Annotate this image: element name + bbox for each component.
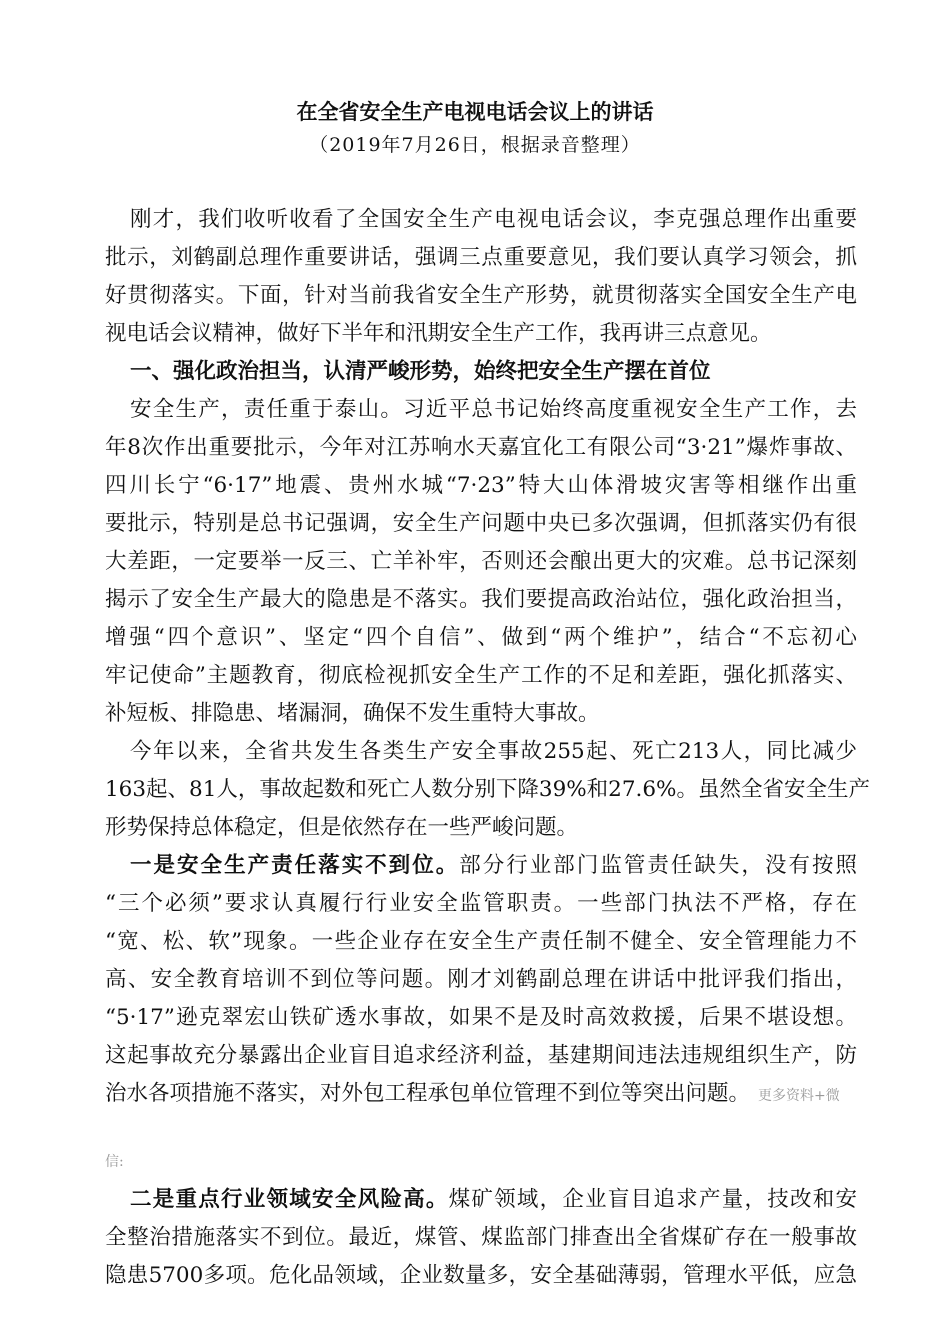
- document-title: 在全省安全生产电视电话会议上的讲话: [296, 99, 654, 124]
- line-text: 年8次作出重要批示，今年对江苏响水天嘉宜化工有限公司“3·21”爆炸事故、: [105, 435, 857, 460]
- text-line: [105, 815, 857, 841]
- line-text: 煤矿领域，企业盲目追求产量，技改和安: [448, 1187, 857, 1212]
- line-text: 四川长宁“6·17”地震、贵州水城“7·23”特大山体滑坡灾害等相继作出重: [105, 473, 857, 498]
- line-text: 隐患5700多项。危化品领域，企业数量多，安全基础薄弱，管理水平低，应急: [105, 1263, 857, 1288]
- watermark-note: 更多资料+微: [758, 1088, 840, 1104]
- line-text: 安全生产，责任重于泰山。习近平总书记始终高度重视安全生产工作，去: [130, 397, 857, 422]
- line-text: “5·17”逊克翠宏山铁矿透水事故，如果不是及时高效救援，后果不堪设想。: [105, 1005, 857, 1030]
- text-line: [105, 587, 857, 613]
- text-line: [130, 853, 857, 879]
- line-text: 好贯彻落实。下面，针对当前我省安全生产形势，就贯彻落实全国安全生产电: [105, 283, 857, 308]
- text-line: [105, 245, 857, 271]
- line-text: 牢记使命”主题教育，彻底检视抓安全生产工作的不足和差距，强化抓落实、: [105, 663, 857, 688]
- text-line: [105, 891, 857, 917]
- line-text: 增强“四个意识”、坚定“四个自信”、做到“两个维护”，结合“不忘初心: [105, 625, 857, 650]
- text-line: [105, 473, 857, 499]
- line-text: “宽、松、软”现象。一些企业存在安全生产责任制不健全、安全管理能力不: [105, 929, 857, 954]
- text-line: [105, 435, 857, 461]
- line-text: 部分行业部门监管责任缺失，没有按照: [459, 853, 857, 878]
- line-text: 视电话会议精神，做好下半年和汛期安全生产工作，我再讲三点意见。: [105, 321, 772, 346]
- line-text: 治水各项措施不落实，对外包工程承包单位管理不到位等突出问题。: [105, 1081, 751, 1106]
- text-line: [105, 625, 857, 651]
- line-text: 批示，刘鹤副总理作重要讲话，强调三点重要意见，我们要认真学习领会，抓: [105, 245, 857, 270]
- line-text: 补短板、排隐患、堵漏洞，确保不发生重特大事故。: [105, 701, 600, 726]
- line-text: 要批示，特别是总书记强调，安全生产问题中央已多次强调，但抓落实仍有很: [105, 511, 857, 536]
- line-text: 大差距，一定要举一反三、亡羊补牢，否则还会酿出更大的灾难。总书记深刻: [105, 549, 857, 574]
- text-line: [105, 511, 857, 537]
- text-line: [105, 1081, 857, 1109]
- text-line: [130, 397, 857, 423]
- text-line: [105, 283, 857, 309]
- line-text: 全整治措施落实不到位。最近，煤管、煤监部门排查出全省煤矿存在一般事故: [105, 1225, 857, 1250]
- document-subtitle: （2019年7月26日，根据录音整理）: [309, 134, 641, 156]
- text-line: [105, 321, 857, 347]
- line-text: “三个必须”要求认真履行行业安全监管职责。一些部门执法不严格，存在: [105, 891, 857, 916]
- line-text: 今年以来，全省共发生各类生产安全事故255起、死亡213人，同比减少: [130, 739, 857, 764]
- text-line: [105, 1263, 857, 1289]
- text-line: [105, 1043, 857, 1069]
- line-text: 揭示了安全生产最大的隐患是不落实。我们要提高政治站位，强化政治担当，: [105, 587, 857, 612]
- text-line: [105, 1005, 857, 1031]
- text-line: [130, 1187, 857, 1213]
- text-line: [105, 549, 857, 575]
- line-text: 刚才，我们收听收看了全国安全生产电视电话会议，李克强总理作出重要: [130, 207, 857, 232]
- text-line: [105, 1225, 857, 1251]
- line-text: 一、强化政治担当，认清严峻形势，始终把安全生产摆在首位: [130, 359, 711, 384]
- note-continuation: 信:: [105, 1154, 124, 1170]
- bold-lead: 二是重点行业领域安全风险高。: [130, 1187, 449, 1212]
- line-text: 163起、81人，事故起数和死亡人数分别下降39%和27.6%。虽然全省安全生产: [105, 777, 870, 802]
- line-text: 形势保持总体稳定，但是依然存在一些严峻问题。: [105, 815, 579, 840]
- text-line: [105, 663, 857, 689]
- section-heading: [130, 359, 857, 385]
- text-line: [130, 207, 857, 233]
- text-line: [105, 701, 857, 727]
- text-line: [105, 777, 870, 803]
- line-text: 这起事故充分暴露出企业盲目追求经济利益，基建期间违法违规组织生产，防: [105, 1043, 857, 1068]
- line-text: 高、安全教育培训不到位等问题。刚才刘鹤副总理在讲话中批评我们指出，: [105, 967, 857, 992]
- bold-lead: 一是安全生产责任落实不到位。: [130, 853, 460, 878]
- text-line: [105, 967, 857, 993]
- text-line: [105, 929, 857, 955]
- text-line: [130, 739, 857, 765]
